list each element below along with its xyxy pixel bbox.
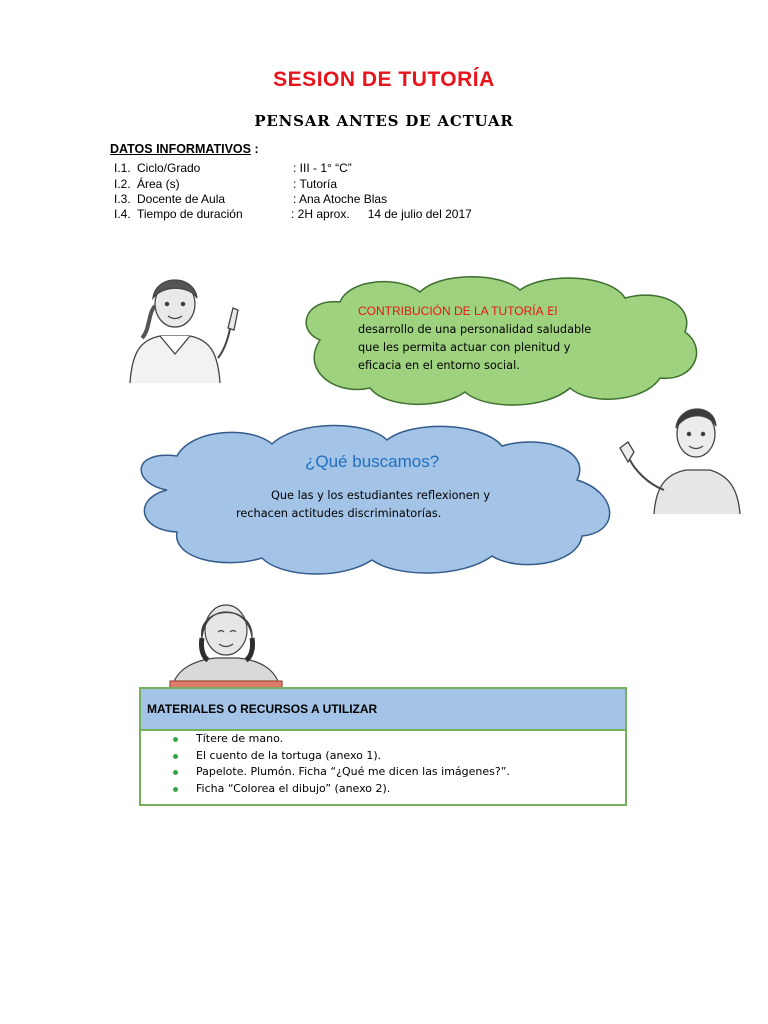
session-date: 14 de julio del 2017 <box>367 207 472 221</box>
materials-list <box>171 731 510 797</box>
datos-heading-colon: : <box>250 142 259 156</box>
row-value <box>293 192 387 206</box>
datos-row <box>114 177 338 191</box>
bullet-icon <box>173 770 178 775</box>
contribucion-heading: CONTRIBUCIÓN DE LA TUTORÍA <box>358 304 544 318</box>
list-item-text: Títere de mano. <box>196 732 284 745</box>
row-number: I.2. <box>114 177 131 191</box>
datos-heading-label: DATOS INFORMATIVOS <box>110 142 251 156</box>
row-number: I.4. <box>114 207 131 221</box>
datos-row <box>114 207 472 221</box>
contribucion-el: El <box>543 305 558 318</box>
list-item <box>171 748 510 765</box>
list-item-text: El cuento de la tortuga (anexo 1). <box>196 748 382 762</box>
row-number: I.3. <box>114 192 131 206</box>
materials-heading: MATERIALES O RECURSOS A UTILIZAR <box>141 689 625 731</box>
bullet-icon <box>173 787 178 792</box>
page-subtitle: PENSAR ANTES DE ACTUAR <box>254 112 514 130</box>
row-label: Área (s) <box>137 177 180 191</box>
row-label: Docente de Aula <box>137 192 226 206</box>
row-value <box>291 207 472 221</box>
materials-table <box>139 687 627 806</box>
page-title: SESION DE TUTORÍA <box>273 68 495 91</box>
buscamos-body <box>236 487 536 523</box>
row-value-text: : III - 1° “C” <box>293 161 352 175</box>
girl-pointing-illustration <box>120 268 250 383</box>
girl-at-desk-illustration <box>166 598 286 688</box>
datos-heading <box>110 142 259 156</box>
row-value <box>293 177 337 191</box>
row-number: I.1. <box>114 161 131 175</box>
list-item <box>171 781 510 798</box>
bullet-icon <box>173 754 178 759</box>
list-item <box>171 731 510 748</box>
contribucion-text <box>358 302 608 375</box>
row-value-text: : Tutoría <box>293 177 338 191</box>
bullet-icon <box>173 737 178 742</box>
list-item-text: Papelote. Plumón. Ficha “¿Qué me dicen las imágenes?”. <box>196 765 510 778</box>
contribucion-body: desarrollo de una personalidad saludable que les permita actuar con plenitud y eficacia en el entorno social. <box>358 323 592 372</box>
boy-pointing-illustration <box>614 398 746 514</box>
row-label: Tiempo de duración <box>137 207 243 221</box>
list-item-text: Ficha “Colorea el dibujo” (anexo 2). <box>196 781 391 795</box>
row-value-text: : 2H aprox. <box>291 207 350 221</box>
datos-row <box>114 161 352 175</box>
buscamos-title: ¿Qué buscamos? <box>305 452 440 471</box>
list-item <box>171 764 510 781</box>
row-value <box>293 161 352 175</box>
row-value-text: : Ana Atoche Blas <box>293 192 388 206</box>
row-label: Ciclo/Grado <box>137 161 201 175</box>
buscamos-body-text: Que las y los estudiantes reflexionen y rechacen actitudes discriminatorías. <box>236 489 491 520</box>
datos-row <box>114 192 388 206</box>
